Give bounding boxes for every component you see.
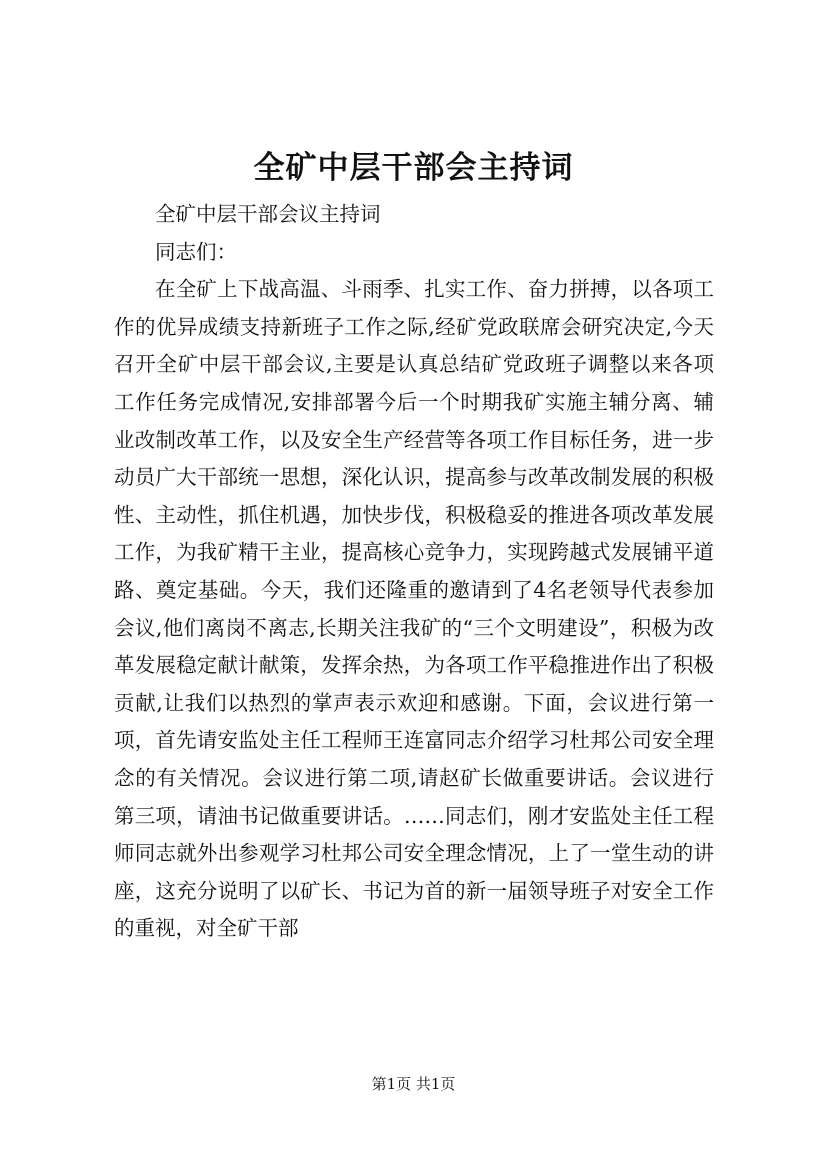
document-title: 全矿中层干部会主持词 [253, 150, 574, 186]
salutation-line: 同志们： [155, 239, 237, 264]
body-paragraph: 在全矿上下战高温、斗雨季、扎实工作、奋力拼搏，以各项工作的优异成绩支持新班子工作之际,经矿党政联席会研究决定,今天召开全矿中层干部会议,主要是认真总结矿党政班子调整以来各项工作任务完成情况,安排部署今后一个时期我矿实施主辅分离、辅业改制改革工作，以及安全生产经营等各项工作目标任务，进一步动员广大干部统一思想，深化认识，提高参与改革改制发展的积极性、主动性，抓住机遇，加快步伐，积极稳妥的推进各项改革发展工作，为我矿精干主业，提高核心竞争力，实现跨越式发展铺平道路、奠定基础。今天，我们还隆重的邀请到了4名老领导代表参加会议,他们离岗不离志,长期关注我矿的“三个文明建设”，积极为改革发展稳定献计献策，发挥余热，为各项工作平稳推进作出了积极贡献,让我们以热烈的掌声表示欢迎和感谢。下面，会议进行第一项，首先请安监处主任工程师王连富同志介绍学习杜邦公司安全理念的有关情况。会议进行第二项,请赵矿长做重要讲话。会议进行第三项，请油书记做重要讲话。……同志们，刚才安监处主任工程师同志就外出参观学习杜邦公司安全理念情况，上了一堂生动的讲座，这充分说明了以矿长、书记为首的新一届领导班子对安全工作的重视，对全矿干部 [114, 277, 714, 941]
subtitle-line: 全矿中层干部会议主持词 [155, 202, 381, 226]
page-number-footer: 第1页 共1页 [371, 1075, 456, 1093]
document-body [114, 196, 714, 948]
